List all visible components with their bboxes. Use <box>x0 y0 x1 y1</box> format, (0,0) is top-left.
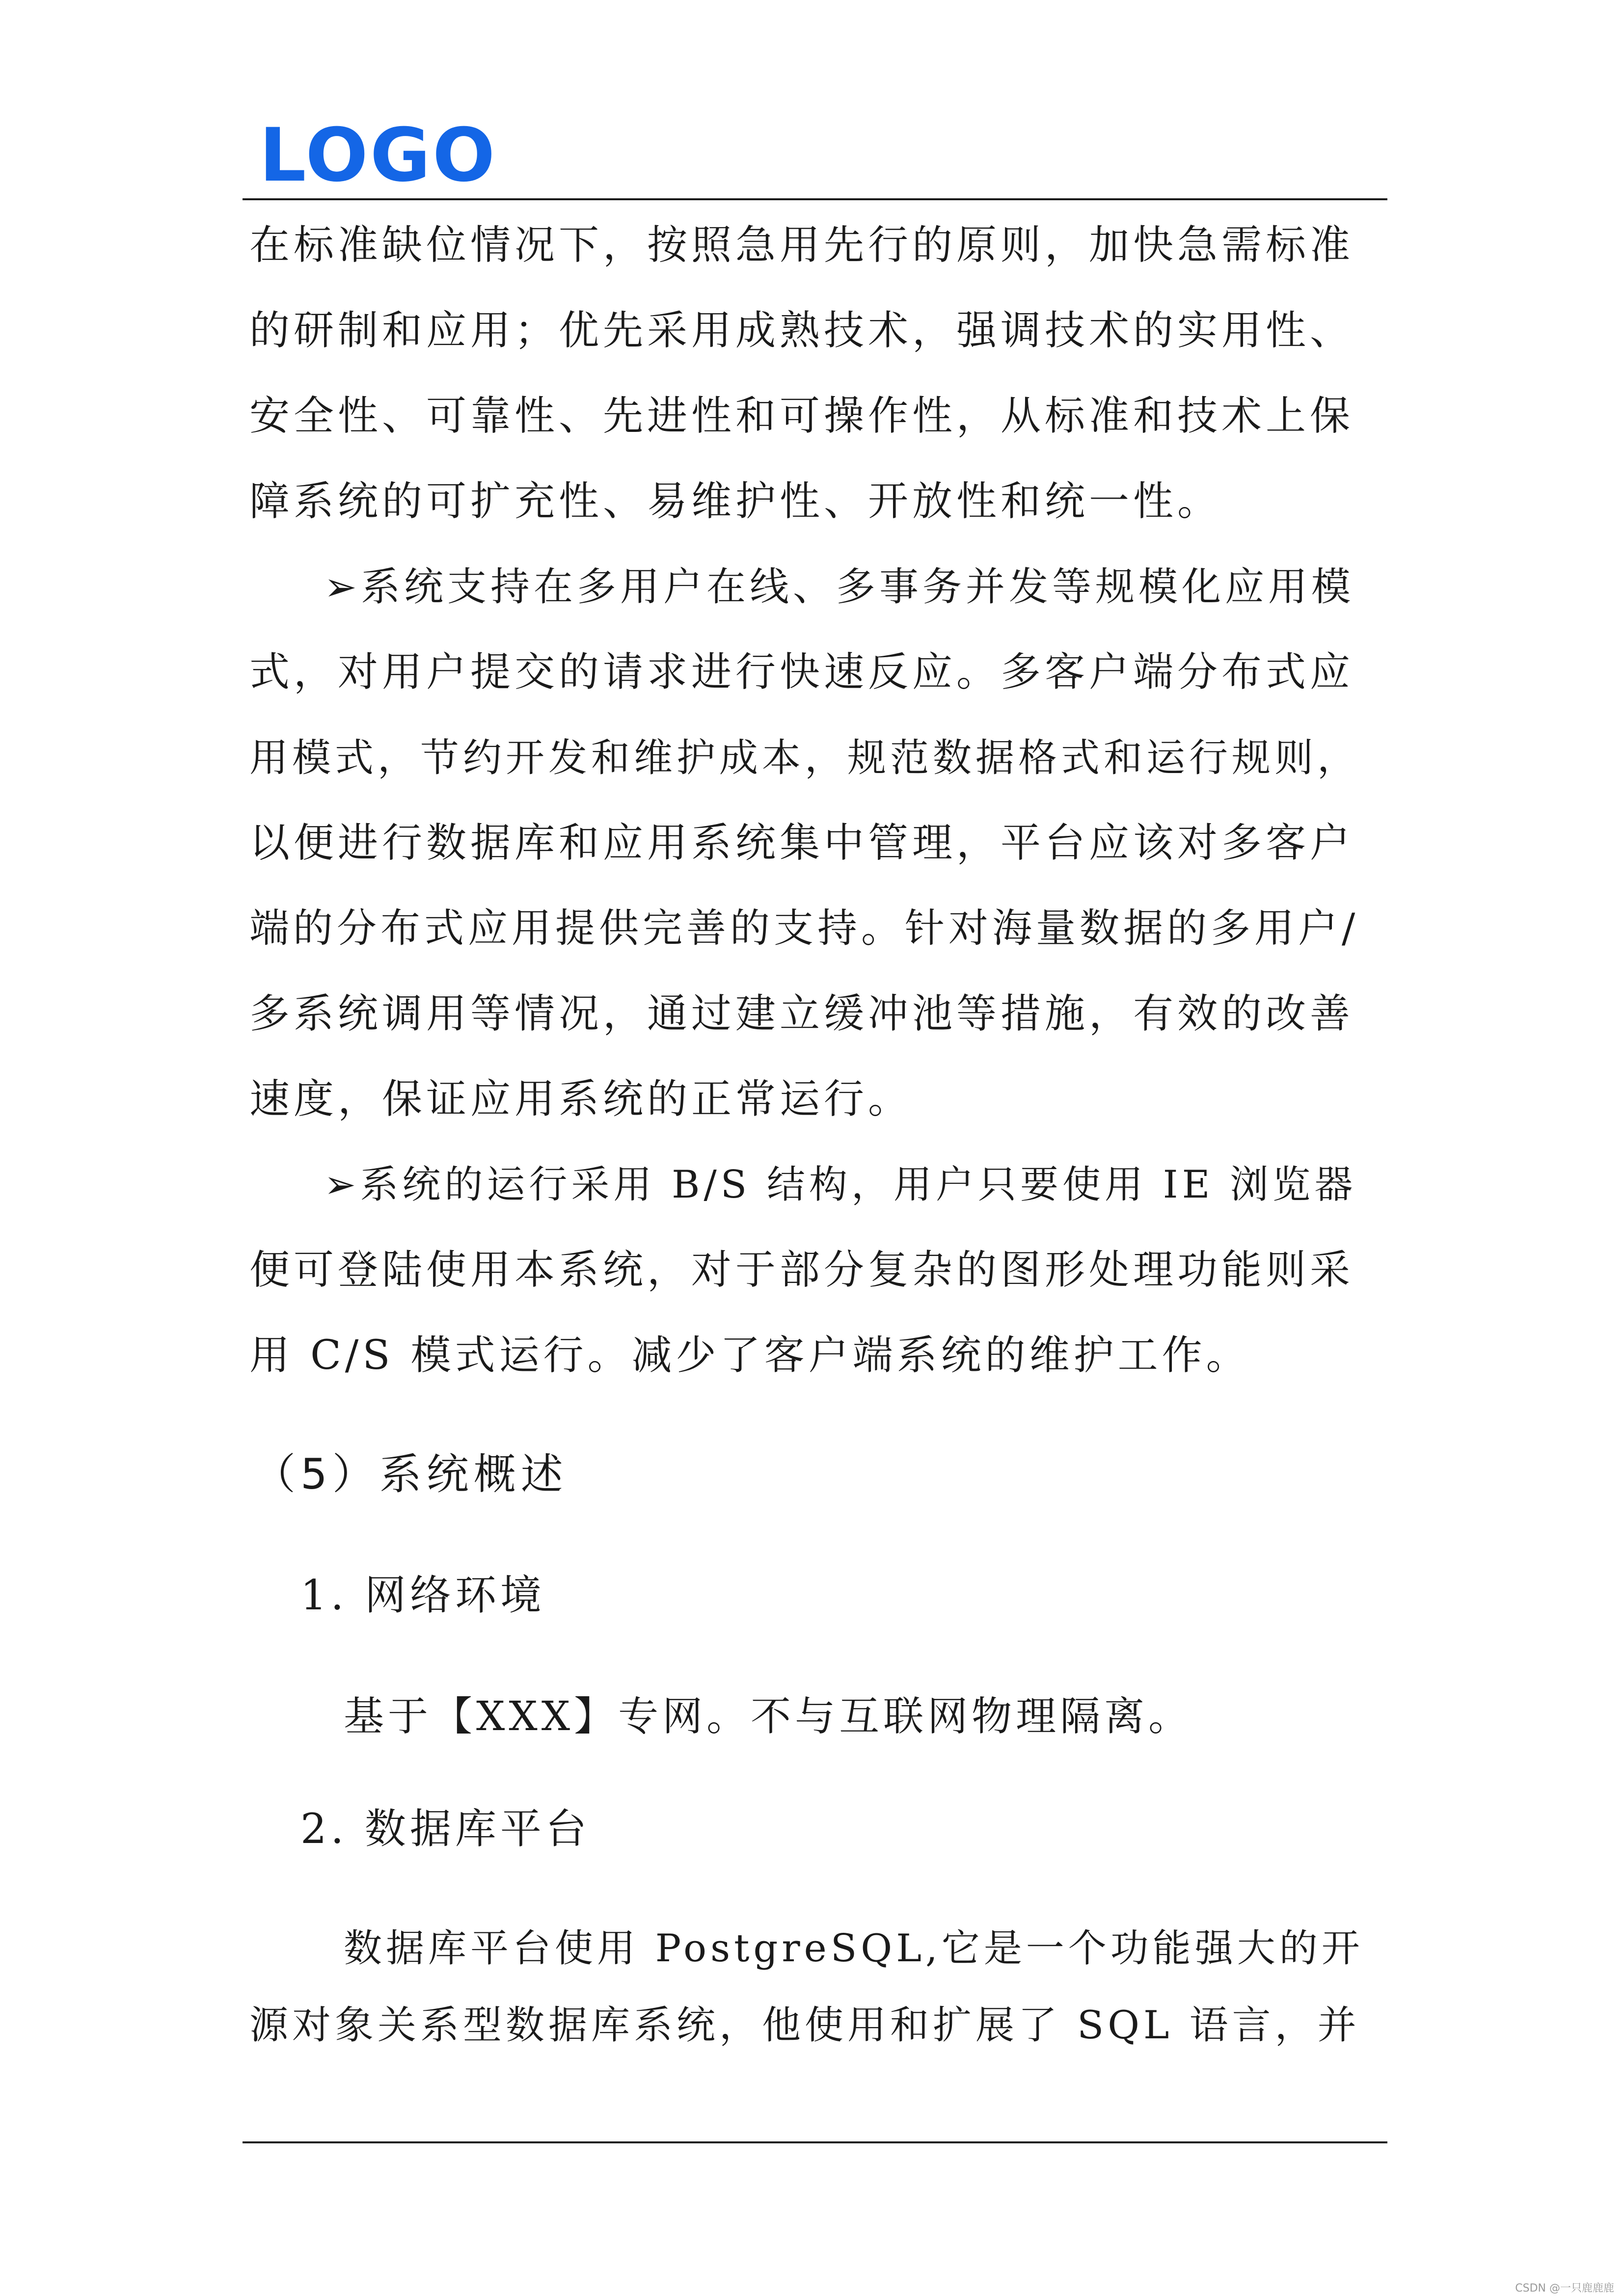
paragraph-line: 用 C/S 模式运行。减少了客户端系统的维护工作。 <box>249 1332 1250 1379</box>
paragraph-line: 式，对用户提交的请求进行快速反应。多客户端分布式应 <box>249 649 1354 695</box>
paragraph-line: 数据库平台使用 PostgreSQL,它是一个功能强大的开 <box>344 1926 1364 1971</box>
footer-divider <box>243 2141 1387 2143</box>
logo: LOGO <box>259 113 497 198</box>
paragraph-line: 障系统的可扩充性、易维护性、开放性和统一性。 <box>249 478 1222 525</box>
paragraph-line: 基于【XXX】专网。不与互联网物理隔离。 <box>344 1693 1193 1740</box>
paragraph-line: 安全性、可靠性、先进性和可操作性，从标准和技术上保 <box>249 393 1354 439</box>
bullet-line: ➢系统的运行采用 B/S 结构，用户只要使用 IE 浏览器 <box>324 1163 1357 1207</box>
paragraph-line: 速度，保证应用系统的正常运行。 <box>249 1076 913 1122</box>
paragraph-line: 在标准缺位情况下，按照急用先行的原则，加快急需标准 <box>249 222 1354 268</box>
bullet-line: ➢系统支持在多用户在线、多事务并发等规模化应用模 <box>324 564 1355 610</box>
paragraph-line: 多系统调用等情况，通过建立缓冲池等措施，有效的改善 <box>249 990 1354 1037</box>
subsection-heading: 1. 网络环境 <box>300 1571 545 1619</box>
paragraph-line: 便可登陆使用本系统，对于部分复杂的图形处理功能则采 <box>249 1247 1354 1293</box>
paragraph-line: 的研制和应用；优先采用成熟技术，强调技术的实用性、 <box>249 307 1354 354</box>
watermark: CSDN @一只鹿鹿鹿 <box>1515 2282 1614 2295</box>
paragraph-line: 源对象关系型数据库系统，他使用和扩展了 SQL 语言，并 <box>249 2002 1360 2048</box>
subsection-heading: 2. 数据库平台 <box>300 1805 591 1853</box>
section-heading: （5）系统概述 <box>253 1450 568 1499</box>
paragraph-line: 端的分布式应用提供完善的支持。针对海量数据的多用户/ <box>249 906 1359 952</box>
paragraph-line: 以便进行数据库和应用系统集中管理，平台应该对多客户 <box>249 820 1354 866</box>
paragraph-line: 用模式，节约开发和维护成本，规范数据格式和运行规则， <box>249 735 1360 780</box>
header-divider <box>243 198 1387 200</box>
